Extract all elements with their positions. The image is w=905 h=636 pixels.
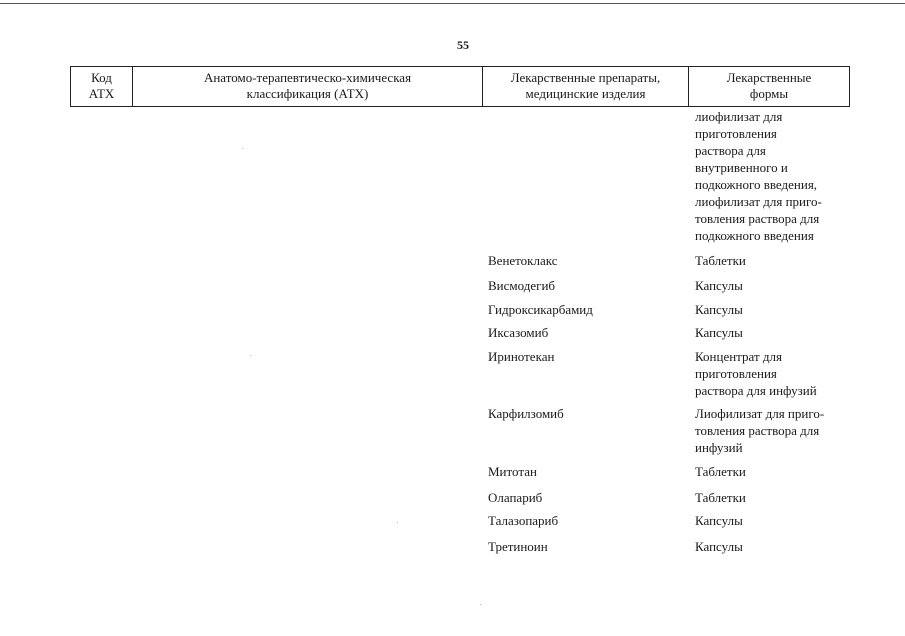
scan-speck	[242, 148, 243, 149]
dosage-form: Лиофилизат для приго- товления раствора для инфузий	[695, 406, 825, 455]
drug-name: Венетоклакс	[488, 253, 558, 268]
drug-name: Олапариб	[488, 490, 543, 505]
header-atc-classification	[133, 67, 483, 106]
dosage-form: Капсулы	[695, 513, 743, 528]
table-header	[70, 66, 850, 107]
scan-speck	[250, 355, 251, 356]
page-number: 55	[457, 38, 469, 52]
dosage-form: Таблетки	[695, 464, 746, 479]
header-dosage-forms-label: Лекарственные формы	[726, 70, 812, 101]
drug-name: Иксазомиб	[488, 325, 549, 340]
dosage-form: Концентрат для приготовления раствора для инфузий	[695, 349, 817, 398]
header-dosage-forms	[689, 67, 849, 106]
drug-name: Висмодегиб	[488, 278, 556, 293]
dosage-form: Капсулы	[695, 278, 743, 293]
dosage-form: Таблетки	[695, 253, 746, 268]
drug-name: Гидроксикарбамид	[488, 302, 593, 317]
drug-name: Карфилзомиб	[488, 406, 564, 421]
drug-name: Третиноин	[488, 539, 548, 554]
scan-speck	[397, 522, 398, 523]
header-drugs-label: Лекарственные препараты, медицинские изделия	[510, 70, 661, 101]
header-atc-classification-label: Анатомо-терапевтическо-химическая классификация (АТХ)	[203, 70, 412, 101]
drug-name: Талазопариб	[488, 513, 559, 528]
scan-edge-line	[0, 3, 905, 4]
dosage-form: Таблетки	[695, 490, 746, 505]
continued-dosage-form: лиофилизат для приготовления раствора для внутривенного и подкожного введения, лиофилизат для приго- товления раствора для подкожного введения	[695, 109, 822, 243]
dosage-form: Капсулы	[695, 325, 743, 340]
drug-name: Митотан	[488, 464, 537, 479]
drug-name: Иринотекан	[488, 349, 555, 364]
dosage-form: Капсулы	[695, 302, 743, 317]
dosage-form: Капсулы	[695, 539, 743, 554]
header-code-atc	[71, 67, 133, 106]
header-drugs	[483, 67, 689, 106]
header-code-atc-label: Код АТХ	[88, 70, 115, 101]
scan-speck	[480, 604, 481, 605]
